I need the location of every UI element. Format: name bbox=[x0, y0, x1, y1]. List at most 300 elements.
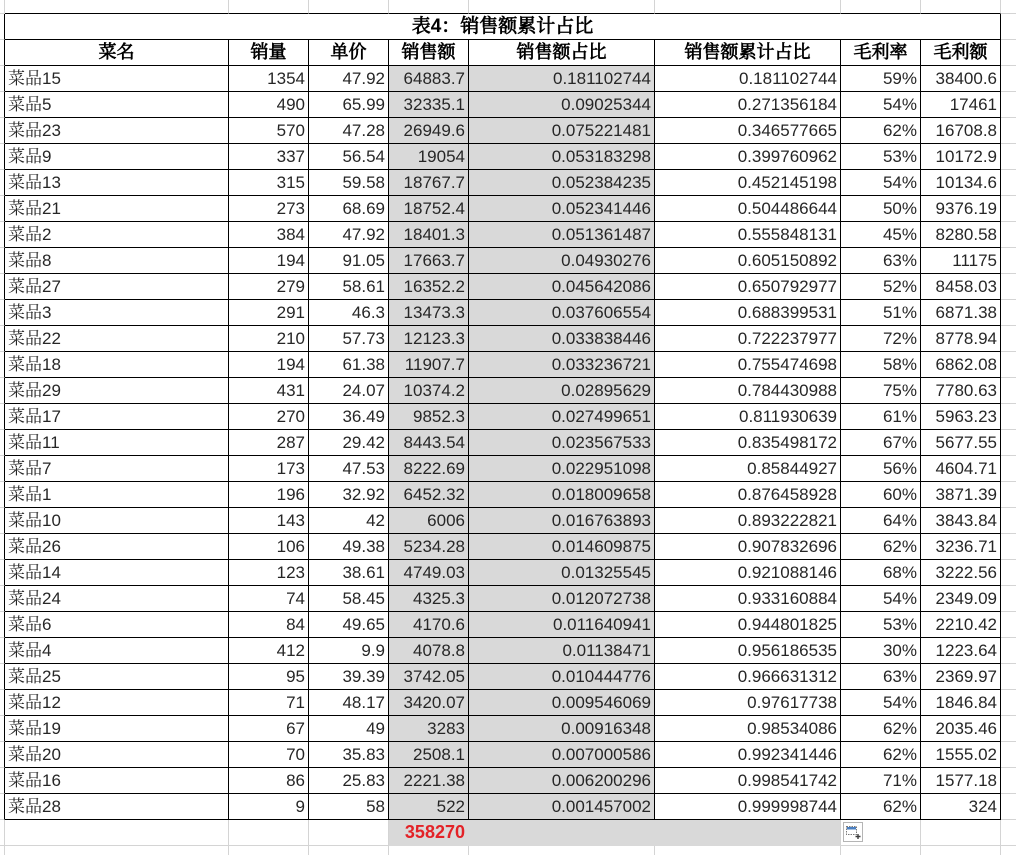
sheet-cell[interactable] bbox=[1001, 352, 1016, 378]
cell-dish-name[interactable]: 菜品3 bbox=[5, 300, 229, 326]
cell-quantity[interactable]: 70 bbox=[229, 742, 309, 768]
cell-unit-price[interactable]: 61.38 bbox=[309, 352, 389, 378]
cell-gross-margin-rate[interactable]: 53% bbox=[841, 612, 921, 638]
cell-sales[interactable]: 8443.54 bbox=[389, 430, 469, 456]
cell-dish-name[interactable]: 菜品27 bbox=[5, 274, 229, 300]
sheet-cell[interactable] bbox=[1001, 274, 1016, 300]
sheet-cell[interactable] bbox=[469, 0, 655, 14]
sheet-cell[interactable] bbox=[1001, 508, 1016, 534]
sheet-cell[interactable] bbox=[229, 0, 309, 14]
cell-gross-profit[interactable]: 8280.58 bbox=[921, 222, 1001, 248]
cell-sales-share[interactable]: 0.007000586 bbox=[469, 742, 655, 768]
sheet-cell[interactable] bbox=[655, 820, 841, 846]
cell-unit-price[interactable]: 49 bbox=[309, 716, 389, 742]
cell-unit-price[interactable]: 47.92 bbox=[309, 222, 389, 248]
cell-sales[interactable]: 18752.4 bbox=[389, 196, 469, 222]
sheet-cell[interactable] bbox=[921, 820, 1001, 846]
cell-gross-profit[interactable]: 2035.46 bbox=[921, 716, 1001, 742]
cell-unit-price[interactable]: 49.38 bbox=[309, 534, 389, 560]
cell-dish-name[interactable]: 菜品9 bbox=[5, 144, 229, 170]
cell-gross-margin-rate[interactable]: 62% bbox=[841, 118, 921, 144]
sheet-cell[interactable] bbox=[1001, 482, 1016, 508]
cell-sales[interactable]: 9852.3 bbox=[389, 404, 469, 430]
sheet-cell[interactable] bbox=[1001, 534, 1016, 560]
cell-gross-margin-rate[interactable]: 54% bbox=[841, 92, 921, 118]
cell-quantity[interactable]: 84 bbox=[229, 612, 309, 638]
sheet-cell[interactable] bbox=[1001, 326, 1016, 352]
cell-cumulative-sales-share[interactable]: 0.688399531 bbox=[655, 300, 841, 326]
cell-cumulative-sales-share[interactable]: 0.956186535 bbox=[655, 638, 841, 664]
cell-sales-share[interactable]: 0.051361487 bbox=[469, 222, 655, 248]
cell-sales-share[interactable]: 0.04930276 bbox=[469, 248, 655, 274]
cell-dish-name[interactable]: 菜品5 bbox=[5, 92, 229, 118]
cell-sales[interactable]: 4170.6 bbox=[389, 612, 469, 638]
cell-dish-name[interactable]: 菜品20 bbox=[5, 742, 229, 768]
sheet-cell[interactable] bbox=[1001, 66, 1016, 92]
cell-dish-name[interactable]: 菜品17 bbox=[5, 404, 229, 430]
cell-dish-name[interactable]: 菜品12 bbox=[5, 690, 229, 716]
cell-dish-name[interactable]: 菜品6 bbox=[5, 612, 229, 638]
cell-sales[interactable]: 8222.69 bbox=[389, 456, 469, 482]
cell-cumulative-sales-share[interactable]: 0.555848131 bbox=[655, 222, 841, 248]
total-sales[interactable]: 358270 bbox=[389, 820, 469, 846]
cell-gross-margin-rate[interactable]: 75% bbox=[841, 378, 921, 404]
column-header-gross-margin-rate[interactable]: 毛利率 bbox=[841, 40, 921, 66]
cell-gross-margin-rate[interactable]: 60% bbox=[841, 482, 921, 508]
cell-sales[interactable]: 3283 bbox=[389, 716, 469, 742]
cell-dish-name[interactable]: 菜品2 bbox=[5, 222, 229, 248]
cell-cumulative-sales-share[interactable]: 0.835498172 bbox=[655, 430, 841, 456]
cell-sales-share[interactable]: 0.01138471 bbox=[469, 638, 655, 664]
cell-cumulative-sales-share[interactable]: 0.933160884 bbox=[655, 586, 841, 612]
cell-sales[interactable]: 5234.28 bbox=[389, 534, 469, 560]
sheet-cell[interactable] bbox=[389, 0, 469, 14]
cell-unit-price[interactable]: 65.99 bbox=[309, 92, 389, 118]
cell-cumulative-sales-share[interactable]: 0.452145198 bbox=[655, 170, 841, 196]
cell-cumulative-sales-share[interactable]: 0.650792977 bbox=[655, 274, 841, 300]
cell-sales[interactable]: 2221.38 bbox=[389, 768, 469, 794]
cell-quantity[interactable]: 315 bbox=[229, 170, 309, 196]
cell-gross-profit[interactable]: 1555.02 bbox=[921, 742, 1001, 768]
cell-sales-share[interactable]: 0.09025344 bbox=[469, 92, 655, 118]
cell-unit-price[interactable]: 46.3 bbox=[309, 300, 389, 326]
sheet-cell[interactable] bbox=[1001, 586, 1016, 612]
cell-quantity[interactable]: 291 bbox=[229, 300, 309, 326]
sheet-cell[interactable] bbox=[5, 846, 229, 855]
cell-gross-profit[interactable]: 8778.94 bbox=[921, 326, 1001, 352]
cell-sales[interactable]: 4078.8 bbox=[389, 638, 469, 664]
cell-gross-profit[interactable]: 4604.71 bbox=[921, 456, 1001, 482]
cell-unit-price[interactable]: 47.92 bbox=[309, 66, 389, 92]
cell-cumulative-sales-share[interactable]: 0.504486644 bbox=[655, 196, 841, 222]
cell-unit-price[interactable]: 58.45 bbox=[309, 586, 389, 612]
cell-unit-price[interactable]: 36.49 bbox=[309, 404, 389, 430]
cell-dish-name[interactable]: 菜品7 bbox=[5, 456, 229, 482]
cell-sales-share[interactable]: 0.011640941 bbox=[469, 612, 655, 638]
cell-gross-margin-rate[interactable]: 50% bbox=[841, 196, 921, 222]
column-header-unit-price[interactable]: 单价 bbox=[309, 40, 389, 66]
sheet-cell[interactable] bbox=[1001, 378, 1016, 404]
cell-quantity[interactable]: 194 bbox=[229, 248, 309, 274]
cell-quantity[interactable]: 412 bbox=[229, 638, 309, 664]
cell-sales-share[interactable]: 0.009546069 bbox=[469, 690, 655, 716]
cell-unit-price[interactable]: 39.39 bbox=[309, 664, 389, 690]
cell-cumulative-sales-share[interactable]: 0.998541742 bbox=[655, 768, 841, 794]
cell-gross-margin-rate[interactable]: 56% bbox=[841, 456, 921, 482]
cell-cumulative-sales-share[interactable]: 0.966631312 bbox=[655, 664, 841, 690]
cell-sales[interactable]: 16352.2 bbox=[389, 274, 469, 300]
sheet-cell[interactable] bbox=[1001, 716, 1016, 742]
cell-quantity[interactable]: 270 bbox=[229, 404, 309, 430]
sheet-cell[interactable] bbox=[921, 0, 1001, 14]
cell-sales-share[interactable]: 0.022951098 bbox=[469, 456, 655, 482]
column-header-gross-profit[interactable]: 毛利额 bbox=[921, 40, 1001, 66]
cell-gross-margin-rate[interactable]: 54% bbox=[841, 586, 921, 612]
sheet-cell[interactable] bbox=[309, 820, 389, 846]
cell-unit-price[interactable]: 47.28 bbox=[309, 118, 389, 144]
cell-gross-profit[interactable]: 3236.71 bbox=[921, 534, 1001, 560]
sheet-cell[interactable] bbox=[229, 846, 309, 855]
cell-sales[interactable]: 4325.3 bbox=[389, 586, 469, 612]
cell-sales-share[interactable]: 0.027499651 bbox=[469, 404, 655, 430]
cell-sales[interactable]: 32335.1 bbox=[389, 92, 469, 118]
cell-gross-profit[interactable]: 6862.08 bbox=[921, 352, 1001, 378]
cell-gross-margin-rate[interactable]: 72% bbox=[841, 326, 921, 352]
cell-sales-share[interactable]: 0.012072738 bbox=[469, 586, 655, 612]
cell-dish-name[interactable]: 菜品16 bbox=[5, 768, 229, 794]
cell-gross-margin-rate[interactable]: 62% bbox=[841, 716, 921, 742]
cell-gross-profit[interactable]: 16708.8 bbox=[921, 118, 1001, 144]
sheet-cell[interactable] bbox=[1001, 0, 1016, 14]
cell-unit-price[interactable]: 32.92 bbox=[309, 482, 389, 508]
cell-cumulative-sales-share[interactable]: 0.876458928 bbox=[655, 482, 841, 508]
cell-sales-share[interactable]: 0.016763893 bbox=[469, 508, 655, 534]
cell-cumulative-sales-share[interactable]: 0.346577665 bbox=[655, 118, 841, 144]
sheet-cell[interactable] bbox=[309, 846, 389, 855]
cell-unit-price[interactable]: 91.05 bbox=[309, 248, 389, 274]
cell-cumulative-sales-share[interactable]: 0.181102744 bbox=[655, 66, 841, 92]
cell-gross-margin-rate[interactable]: 54% bbox=[841, 170, 921, 196]
sheet-cell[interactable] bbox=[1001, 144, 1016, 170]
cell-sales-share[interactable]: 0.00916348 bbox=[469, 716, 655, 742]
sheet-cell[interactable] bbox=[1001, 222, 1016, 248]
cell-gross-profit[interactable]: 10172.9 bbox=[921, 144, 1001, 170]
cell-gross-profit[interactable]: 3843.84 bbox=[921, 508, 1001, 534]
cell-quantity[interactable]: 273 bbox=[229, 196, 309, 222]
cell-quantity[interactable]: 384 bbox=[229, 222, 309, 248]
cell-sales-share[interactable]: 0.018009658 bbox=[469, 482, 655, 508]
sheet-cell[interactable] bbox=[1001, 794, 1016, 820]
cell-dish-name[interactable]: 菜品28 bbox=[5, 794, 229, 820]
cell-unit-price[interactable]: 35.83 bbox=[309, 742, 389, 768]
sheet-cell[interactable] bbox=[655, 846, 841, 855]
sheet-cell[interactable] bbox=[1001, 118, 1016, 144]
sheet-cell[interactable] bbox=[655, 0, 841, 14]
sheet-cell[interactable] bbox=[469, 820, 655, 846]
cell-sales-share[interactable]: 0.181102744 bbox=[469, 66, 655, 92]
column-header-quantity[interactable]: 销量 bbox=[229, 40, 309, 66]
cell-gross-margin-rate[interactable]: 71% bbox=[841, 768, 921, 794]
cell-gross-margin-rate[interactable]: 67% bbox=[841, 430, 921, 456]
cell-sales-share[interactable]: 0.045642086 bbox=[469, 274, 655, 300]
cell-sales-share[interactable]: 0.033838446 bbox=[469, 326, 655, 352]
cell-cumulative-sales-share[interactable]: 0.944801825 bbox=[655, 612, 841, 638]
cell-unit-price[interactable]: 56.54 bbox=[309, 144, 389, 170]
cell-gross-profit[interactable]: 9376.19 bbox=[921, 196, 1001, 222]
cell-cumulative-sales-share[interactable]: 0.755474698 bbox=[655, 352, 841, 378]
cell-sales-share[interactable]: 0.053183298 bbox=[469, 144, 655, 170]
cell-gross-margin-rate[interactable]: 54% bbox=[841, 690, 921, 716]
cell-gross-margin-rate[interactable]: 63% bbox=[841, 664, 921, 690]
cell-quantity[interactable]: 210 bbox=[229, 326, 309, 352]
sheet-cell[interactable] bbox=[1001, 14, 1016, 40]
cell-gross-profit[interactable]: 11175 bbox=[921, 248, 1001, 274]
cell-cumulative-sales-share[interactable]: 0.85844927 bbox=[655, 456, 841, 482]
cell-cumulative-sales-share[interactable]: 0.921088146 bbox=[655, 560, 841, 586]
cell-unit-price[interactable]: 59.58 bbox=[309, 170, 389, 196]
cell-sales-share[interactable]: 0.02895629 bbox=[469, 378, 655, 404]
cell-gross-profit[interactable]: 5677.55 bbox=[921, 430, 1001, 456]
cell-gross-profit[interactable]: 1577.18 bbox=[921, 768, 1001, 794]
cell-unit-price[interactable]: 9.9 bbox=[309, 638, 389, 664]
cell-dish-name[interactable]: 菜品21 bbox=[5, 196, 229, 222]
cell-quantity[interactable]: 490 bbox=[229, 92, 309, 118]
cell-gross-profit[interactable]: 8458.03 bbox=[921, 274, 1001, 300]
cell-dish-name[interactable]: 菜品19 bbox=[5, 716, 229, 742]
cell-quantity[interactable]: 86 bbox=[229, 768, 309, 794]
cell-sales[interactable]: 18767.7 bbox=[389, 170, 469, 196]
sheet-cell[interactable] bbox=[1001, 846, 1016, 855]
cell-gross-margin-rate[interactable]: 62% bbox=[841, 742, 921, 768]
cell-sales[interactable]: 17663.7 bbox=[389, 248, 469, 274]
cell-gross-profit[interactable]: 38400.6 bbox=[921, 66, 1001, 92]
cell-unit-price[interactable]: 48.17 bbox=[309, 690, 389, 716]
cell-unit-price[interactable]: 29.42 bbox=[309, 430, 389, 456]
cell-unit-price[interactable]: 49.65 bbox=[309, 612, 389, 638]
cell-sales[interactable]: 2508.1 bbox=[389, 742, 469, 768]
sheet-cell[interactable] bbox=[1001, 638, 1016, 664]
sheet-cell[interactable] bbox=[841, 0, 921, 14]
sheet-cell[interactable] bbox=[1001, 820, 1016, 846]
cell-dish-name[interactable]: 菜品13 bbox=[5, 170, 229, 196]
cell-sales-share[interactable]: 0.052384235 bbox=[469, 170, 655, 196]
cell-gross-profit[interactable]: 2349.09 bbox=[921, 586, 1001, 612]
cell-sales[interactable]: 19054 bbox=[389, 144, 469, 170]
cell-sales-share[interactable]: 0.014609875 bbox=[469, 534, 655, 560]
cell-quantity[interactable]: 106 bbox=[229, 534, 309, 560]
sheet-cell[interactable] bbox=[1001, 92, 1016, 118]
sheet-cell[interactable] bbox=[841, 846, 921, 855]
sheet-cell[interactable] bbox=[469, 846, 655, 855]
cell-quantity[interactable]: 337 bbox=[229, 144, 309, 170]
cell-gross-margin-rate[interactable]: 53% bbox=[841, 144, 921, 170]
cell-unit-price[interactable]: 57.73 bbox=[309, 326, 389, 352]
icon-table-header bbox=[847, 827, 856, 830]
cell-sales-share[interactable]: 0.037606554 bbox=[469, 300, 655, 326]
cell-gross-profit[interactable]: 2369.97 bbox=[921, 664, 1001, 690]
cell-quantity[interactable]: 67 bbox=[229, 716, 309, 742]
cell-dish-name[interactable]: 菜品15 bbox=[5, 66, 229, 92]
cell-unit-price[interactable]: 68.69 bbox=[309, 196, 389, 222]
cell-sales-share[interactable]: 0.023567533 bbox=[469, 430, 655, 456]
cell-quantity[interactable]: 143 bbox=[229, 508, 309, 534]
sheet-cell[interactable] bbox=[1001, 768, 1016, 794]
cell-sales[interactable]: 3420.07 bbox=[389, 690, 469, 716]
sheet-cell[interactable] bbox=[1001, 456, 1016, 482]
cell-gross-profit[interactable]: 7780.63 bbox=[921, 378, 1001, 404]
cell-cumulative-sales-share[interactable]: 0.893222821 bbox=[655, 508, 841, 534]
cell-gross-margin-rate[interactable]: 64% bbox=[841, 508, 921, 534]
sheet-cell[interactable] bbox=[389, 846, 469, 855]
sheet-cell[interactable] bbox=[1001, 560, 1016, 586]
cell-cumulative-sales-share[interactable]: 0.97617738 bbox=[655, 690, 841, 716]
cell-dish-name[interactable]: 菜品4 bbox=[5, 638, 229, 664]
cell-sales-share[interactable]: 0.01325545 bbox=[469, 560, 655, 586]
cell-cumulative-sales-share[interactable]: 0.98534086 bbox=[655, 716, 841, 742]
cell-quantity[interactable]: 194 bbox=[229, 352, 309, 378]
sheet-cell[interactable] bbox=[1001, 742, 1016, 768]
column-header-cumulative-sales-share[interactable]: 销售额累计占比 bbox=[655, 40, 841, 66]
cell-gross-profit[interactable]: 3222.56 bbox=[921, 560, 1001, 586]
cell-sales[interactable]: 4749.03 bbox=[389, 560, 469, 586]
sheet-cell[interactable] bbox=[1001, 690, 1016, 716]
column-header-dish-name[interactable]: 菜名 bbox=[5, 40, 229, 66]
sheet-cell[interactable] bbox=[309, 0, 389, 14]
sheet-cell[interactable] bbox=[1001, 40, 1016, 66]
cell-unit-price[interactable]: 38.61 bbox=[309, 560, 389, 586]
cell-quantity[interactable]: 74 bbox=[229, 586, 309, 612]
cell-quantity[interactable]: 71 bbox=[229, 690, 309, 716]
sheet-cell[interactable] bbox=[1001, 612, 1016, 638]
sheet-cell[interactable] bbox=[1001, 664, 1016, 690]
cell-dish-name[interactable]: 菜品18 bbox=[5, 352, 229, 378]
cell-gross-margin-rate[interactable]: 52% bbox=[841, 274, 921, 300]
cell-sales[interactable]: 26949.6 bbox=[389, 118, 469, 144]
cell-dish-name[interactable]: 菜品29 bbox=[5, 378, 229, 404]
cell-sales-share[interactable]: 0.001457002 bbox=[469, 794, 655, 820]
cell-sales-share[interactable]: 0.010444776 bbox=[469, 664, 655, 690]
quick-analysis-button[interactable] bbox=[843, 822, 863, 842]
cell-sales[interactable]: 64883.7 bbox=[389, 66, 469, 92]
cell-cumulative-sales-share[interactable]: 0.992341446 bbox=[655, 742, 841, 768]
cell-sales[interactable]: 6006 bbox=[389, 508, 469, 534]
cell-dish-name[interactable]: 菜品11 bbox=[5, 430, 229, 456]
column-header-sales-share[interactable]: 销售额占比 bbox=[469, 40, 655, 66]
cell-sales[interactable]: 522 bbox=[389, 794, 469, 820]
sheet-cell[interactable] bbox=[229, 820, 309, 846]
cell-cumulative-sales-share[interactable]: 0.271356184 bbox=[655, 92, 841, 118]
cell-dish-name[interactable]: 菜品23 bbox=[5, 118, 229, 144]
cell-quantity[interactable]: 196 bbox=[229, 482, 309, 508]
cell-gross-margin-rate[interactable]: 58% bbox=[841, 352, 921, 378]
cell-unit-price[interactable]: 58.61 bbox=[309, 274, 389, 300]
cell-gross-margin-rate[interactable]: 59% bbox=[841, 66, 921, 92]
cell-sales[interactable]: 12123.3 bbox=[389, 326, 469, 352]
cell-unit-price[interactable]: 24.07 bbox=[309, 378, 389, 404]
cell-cumulative-sales-share[interactable]: 0.399760962 bbox=[655, 144, 841, 170]
sheet-cell[interactable] bbox=[5, 820, 229, 846]
cell-dish-name[interactable]: 菜品26 bbox=[5, 534, 229, 560]
cell-gross-margin-rate[interactable]: 62% bbox=[841, 534, 921, 560]
cell-quantity[interactable]: 173 bbox=[229, 456, 309, 482]
cell-gross-margin-rate[interactable]: 51% bbox=[841, 300, 921, 326]
cell-gross-profit[interactable]: 2210.42 bbox=[921, 612, 1001, 638]
cell-dish-name[interactable]: 菜品1 bbox=[5, 482, 229, 508]
cell-gross-profit[interactable]: 324 bbox=[921, 794, 1001, 820]
cell-gross-profit[interactable]: 6871.38 bbox=[921, 300, 1001, 326]
cell-gross-profit[interactable]: 5963.23 bbox=[921, 404, 1001, 430]
sheet-cell[interactable] bbox=[921, 846, 1001, 855]
sheet-cell[interactable] bbox=[1001, 300, 1016, 326]
cell-sales[interactable]: 6452.32 bbox=[389, 482, 469, 508]
cell-dish-name[interactable]: 菜品24 bbox=[5, 586, 229, 612]
cell-cumulative-sales-share[interactable]: 0.999998744 bbox=[655, 794, 841, 820]
cell-unit-price[interactable]: 58 bbox=[309, 794, 389, 820]
cell-sales-share[interactable]: 0.075221481 bbox=[469, 118, 655, 144]
cell-sales-share[interactable]: 0.052341446 bbox=[469, 196, 655, 222]
cell-cumulative-sales-share[interactable]: 0.605150892 bbox=[655, 248, 841, 274]
cell-sales[interactable]: 18401.3 bbox=[389, 222, 469, 248]
cell-quantity[interactable]: 279 bbox=[229, 274, 309, 300]
cell-gross-profit[interactable]: 1223.64 bbox=[921, 638, 1001, 664]
cell-sales[interactable]: 3742.05 bbox=[389, 664, 469, 690]
cell-cumulative-sales-share[interactable]: 0.811930639 bbox=[655, 404, 841, 430]
cell-quantity[interactable]: 9 bbox=[229, 794, 309, 820]
sheet-cell[interactable] bbox=[1001, 430, 1016, 456]
table-title[interactable]: 表4：销售额累计占比 bbox=[5, 14, 1001, 40]
cell-quantity[interactable]: 1354 bbox=[229, 66, 309, 92]
cell-gross-margin-rate[interactable]: 61% bbox=[841, 404, 921, 430]
cell-gross-margin-rate[interactable]: 30% bbox=[841, 638, 921, 664]
cell-dish-name[interactable]: 菜品10 bbox=[5, 508, 229, 534]
cell-dish-name[interactable]: 菜品22 bbox=[5, 326, 229, 352]
sheet-cell[interactable] bbox=[1001, 404, 1016, 430]
cell-cumulative-sales-share[interactable]: 0.722237977 bbox=[655, 326, 841, 352]
column-header-sales[interactable]: 销售额 bbox=[389, 40, 469, 66]
sheet-cell[interactable] bbox=[1001, 170, 1016, 196]
cell-gross-margin-rate[interactable]: 63% bbox=[841, 248, 921, 274]
cell-sales[interactable]: 11907.7 bbox=[389, 352, 469, 378]
cell-sales[interactable]: 10374.2 bbox=[389, 378, 469, 404]
cell-gross-margin-rate[interactable]: 45% bbox=[841, 222, 921, 248]
cell-unit-price[interactable]: 25.83 bbox=[309, 768, 389, 794]
cell-quantity[interactable]: 431 bbox=[229, 378, 309, 404]
cell-cumulative-sales-share[interactable]: 0.784430988 bbox=[655, 378, 841, 404]
cell-gross-profit[interactable]: 1846.84 bbox=[921, 690, 1001, 716]
cell-quantity[interactable]: 287 bbox=[229, 430, 309, 456]
sheet-cell[interactable] bbox=[5, 0, 229, 14]
sheet-cell[interactable] bbox=[1001, 196, 1016, 222]
cell-dish-name[interactable]: 菜品14 bbox=[5, 560, 229, 586]
cell-unit-price[interactable]: 42 bbox=[309, 508, 389, 534]
cell-sales-share[interactable]: 0.006200296 bbox=[469, 768, 655, 794]
cell-quantity[interactable]: 123 bbox=[229, 560, 309, 586]
cell-unit-price[interactable]: 47.53 bbox=[309, 456, 389, 482]
cell-gross-profit[interactable]: 3871.39 bbox=[921, 482, 1001, 508]
cell-cumulative-sales-share[interactable]: 0.907832696 bbox=[655, 534, 841, 560]
cell-gross-margin-rate[interactable]: 68% bbox=[841, 560, 921, 586]
cell-gross-margin-rate[interactable]: 62% bbox=[841, 794, 921, 820]
cell-dish-name[interactable]: 菜品8 bbox=[5, 248, 229, 274]
sheet-cell[interactable] bbox=[1001, 248, 1016, 274]
cell-quantity[interactable]: 570 bbox=[229, 118, 309, 144]
cell-gross-profit[interactable]: 10134.6 bbox=[921, 170, 1001, 196]
cell-sales-share[interactable]: 0.033236721 bbox=[469, 352, 655, 378]
cell-dish-name[interactable]: 菜品25 bbox=[5, 664, 229, 690]
cell-quantity[interactable]: 95 bbox=[229, 664, 309, 690]
cell-sales[interactable]: 13473.3 bbox=[389, 300, 469, 326]
cell-gross-profit[interactable]: 17461 bbox=[921, 92, 1001, 118]
